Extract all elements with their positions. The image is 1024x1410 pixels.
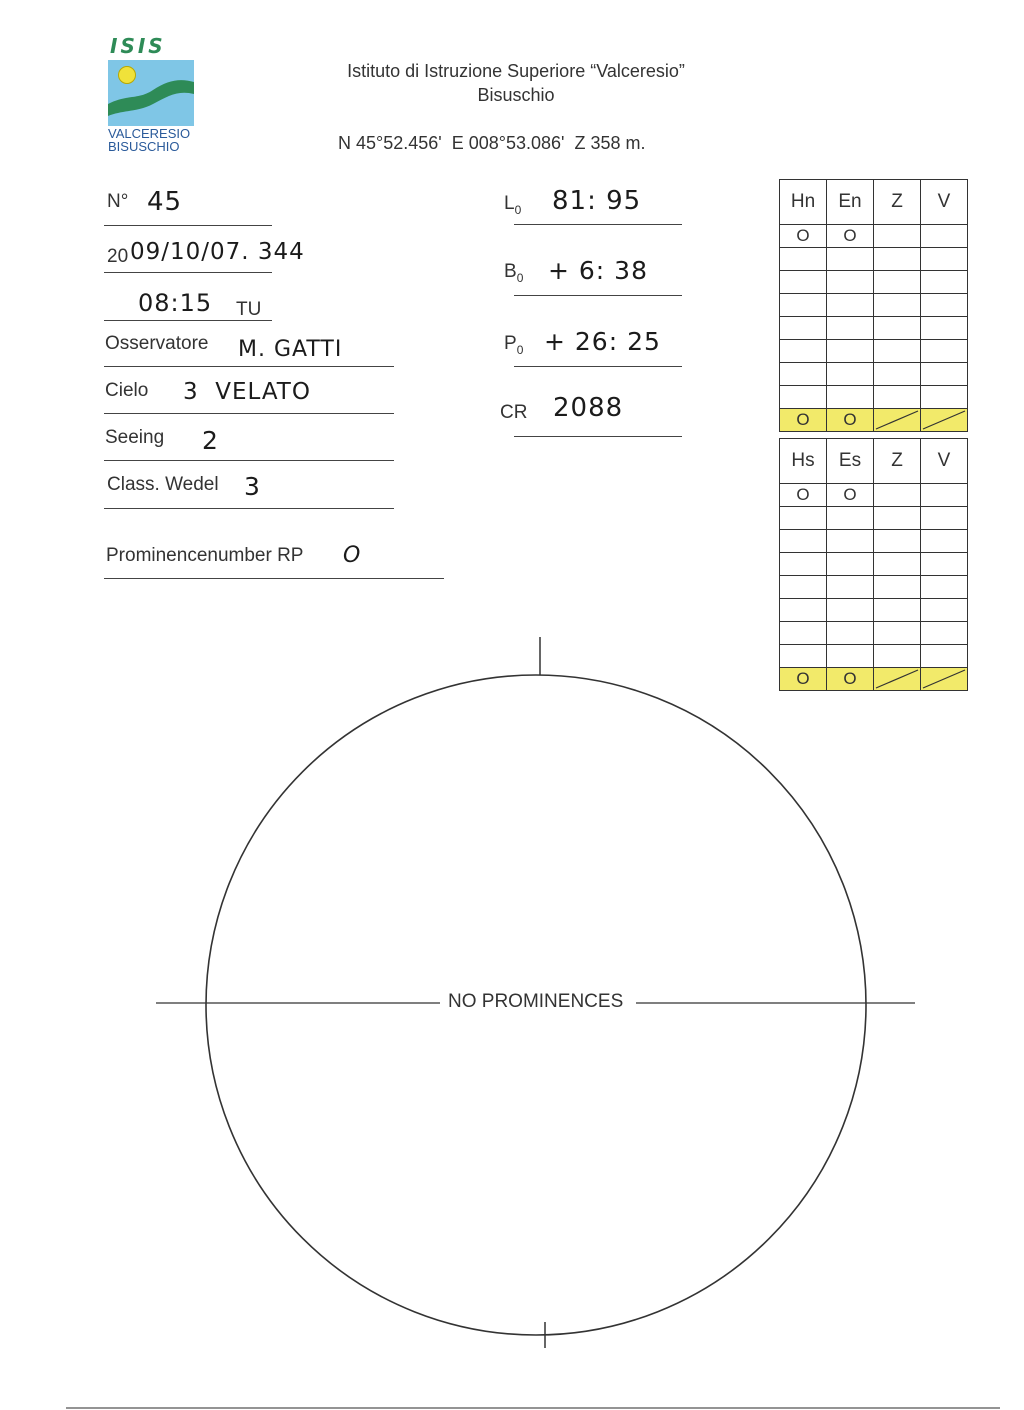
sky-value: 3 VELATO <box>183 379 311 405</box>
north-hn-value: O <box>780 225 827 248</box>
south-total-row <box>780 668 968 691</box>
header-z: Z <box>874 180 921 225</box>
header-v: V <box>921 180 968 225</box>
seeing-label: Seeing <box>105 427 165 448</box>
header-en: En <box>827 180 874 225</box>
logo-line1: VALCERESIO <box>108 126 191 141</box>
header-es: Es <box>827 439 874 484</box>
institute-title: Istituto di Istruzione Superiore “Valceresio” <box>347 61 685 81</box>
p0-label: $P_0$ <box>504 333 524 357</box>
south-hemisphere-table <box>779 438 968 691</box>
wedel-label: Class. Wedel <box>107 474 219 495</box>
struck-cell <box>874 668 921 691</box>
struck-cell <box>921 668 968 691</box>
table-row <box>780 484 968 507</box>
cr-value: 2088 <box>553 393 624 423</box>
prominence-number-label: Prominencenumber RP <box>106 545 304 566</box>
date-prefix: 20 <box>107 246 129 267</box>
north-total-row <box>780 409 968 432</box>
sky-label: Cielo <box>105 380 149 401</box>
observer-label: Osservatore <box>105 333 209 354</box>
logo-line2: BISUSCHIO <box>108 139 180 154</box>
header-hs: Hs <box>780 439 827 484</box>
institute-town: Bisuschio <box>477 85 555 105</box>
l0-label: $L_0$ <box>504 193 522 217</box>
l0-value: 81: 95 <box>552 186 642 216</box>
time-value: 08:15 <box>138 289 213 317</box>
logo-emblem <box>108 60 194 126</box>
north-hn-total: O <box>780 409 827 432</box>
sun-icon <box>118 66 136 84</box>
p0-value: + 26: 25 <box>544 327 661 356</box>
logo-brand: ISIS <box>110 34 166 58</box>
cr-label: CR <box>500 402 528 423</box>
table-row <box>780 225 968 248</box>
b0-value: + 6: 38 <box>548 256 648 285</box>
north-hemisphere-table <box>779 179 968 432</box>
south-hs-value: O <box>780 484 827 507</box>
prominence-number-value: O <box>343 543 362 568</box>
header-z: Z <box>874 439 921 484</box>
p0-subscript: 0 <box>516 342 524 357</box>
seeing-value: 2 <box>202 426 219 455</box>
south-hs-total: O <box>780 668 827 691</box>
wedel-value: 3 <box>244 472 261 501</box>
south-es-total: O <box>827 668 874 691</box>
disk-status-label: NO PROMINENCES <box>448 991 624 1012</box>
struck-cell <box>874 409 921 432</box>
station-coordinates: N 45°52.456' E 008°53.086' Z 358 m. <box>338 133 646 153</box>
l0-subscript: 0 <box>514 202 522 217</box>
b0-label: $B_0$ <box>504 261 524 285</box>
north-en-value: O <box>827 225 874 248</box>
struck-cell <box>921 409 968 432</box>
date-value: 09/10/07. 344 <box>130 239 305 265</box>
number-label: N° <box>107 191 129 212</box>
header-hn: Hn <box>780 180 827 225</box>
observer-value: M. GATTI <box>238 337 343 362</box>
north-en-total: O <box>827 409 874 432</box>
time-unit: TU <box>236 299 262 320</box>
number-value: 45 <box>147 187 183 217</box>
header-v: V <box>921 439 968 484</box>
south-es-value: O <box>827 484 874 507</box>
b0-subscript: 0 <box>516 270 524 285</box>
